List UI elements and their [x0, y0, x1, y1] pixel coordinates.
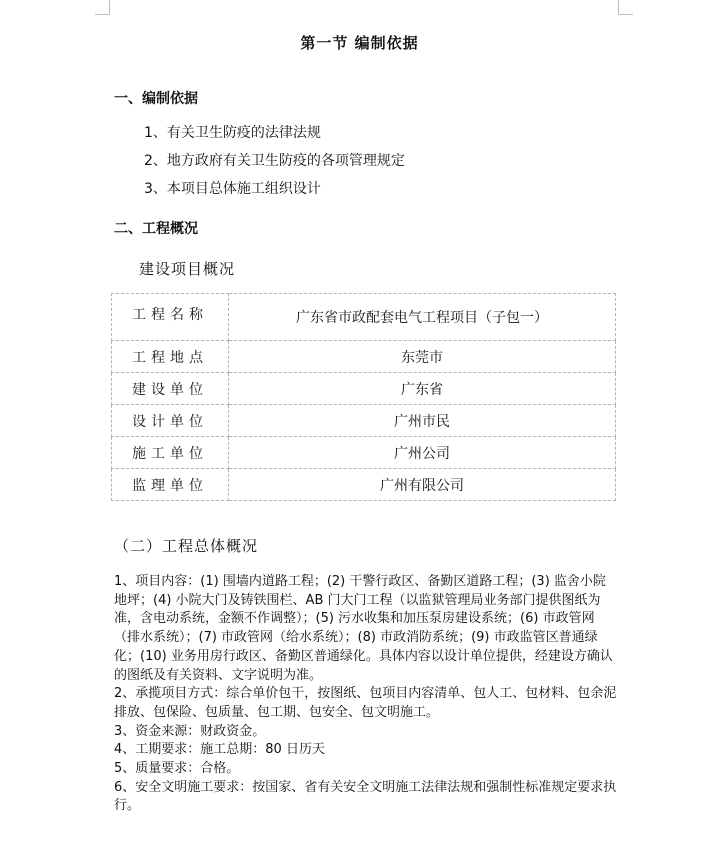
- section-heading-overview: 二、工程概况: [114, 221, 198, 237]
- page-corner-mark-right: [618, 0, 633, 15]
- list-item: 2、地方政府有关卫生防疫的各项管理规定: [144, 153, 405, 169]
- table-row: [112, 341, 616, 373]
- project-info-table: [111, 293, 616, 501]
- table-row: [112, 294, 616, 341]
- table-row: [112, 437, 616, 469]
- section-heading-basis: 一、编制依据: [114, 91, 198, 107]
- table-value-cell: 东莞市: [229, 341, 616, 373]
- table-row: [112, 405, 616, 437]
- paragraph-project-content: 1、项目内容：(1) 围墙内道路工程；(2) 干警行政区、备勤区道路工程；(3) 监舍小院地坪；(4) 小院大门及铸铁围栏、AB 门大门工程（以监狱管理局业务部门提供图纸为准，含电动系统，金额不作调整）；(5) 污水收集和加压泵房建设系统；(6) 市政管网（排水系统）；(7) 市政管网（给水系统）；(8) 市政消防系统；(9) 市政监管区普通绿化；(10) 业务用房行政区、备勤区普通绿化。具体内容以设计单位提供，经建设方确认的图纸及有关资料、文字说明为准。: [114, 574, 613, 683]
- paragraph-contract-method: 2、承揽项目方式：综合单价包干，按图纸、包项目内容清单、包人工、包材料、包余泥排放、包保险、包质量、包工期、包安全、包文明施工。: [114, 686, 617, 720]
- general-overview-heading: （二）工程总体概况: [114, 537, 259, 555]
- table-value-cell: 广州有限公司: [229, 469, 616, 501]
- page-title: 第一节 编制依据: [300, 34, 419, 52]
- project-overview-subheading: 建设项目概况: [139, 260, 236, 278]
- table-label-cell: 建设单位: [112, 373, 229, 405]
- paragraph-funding: 3、资金来源：财政资金。: [114, 723, 266, 739]
- list-item: 1、有关卫生防疫的法律法规: [144, 125, 321, 141]
- table-value-cell: 广东省: [229, 373, 616, 405]
- table-label-cell: 施工单位: [112, 437, 229, 469]
- table-row: [112, 373, 616, 405]
- basis-list: [144, 124, 405, 208]
- table-label-cell: 工程名称: [112, 294, 229, 341]
- page-corner-mark-left: [95, 0, 110, 15]
- table-value-cell: 广州市民: [229, 405, 616, 437]
- paragraph-quality: 5、质量要求：合格。: [114, 761, 240, 777]
- table-label-cell: 工程地点: [112, 341, 229, 373]
- paragraph-safety: 6、安全文明施工要求：按国家、省有关安全文明施工法律法规和强制性标准规定要求执行。: [114, 779, 617, 814]
- list-item: 3、本项目总体施工组织设计: [144, 181, 321, 197]
- table-value-cell: 广东省市政配套电气工程项目（子包一）: [229, 294, 616, 341]
- overview-body: [114, 573, 617, 816]
- table-label-cell: 监理单位: [112, 469, 229, 501]
- table-value-cell: 广州公司: [229, 437, 616, 469]
- table-label-cell: 设计单位: [112, 405, 229, 437]
- table-row: [112, 469, 616, 501]
- paragraph-schedule: 4、工期要求：施工总期：80 日历天: [114, 742, 325, 758]
